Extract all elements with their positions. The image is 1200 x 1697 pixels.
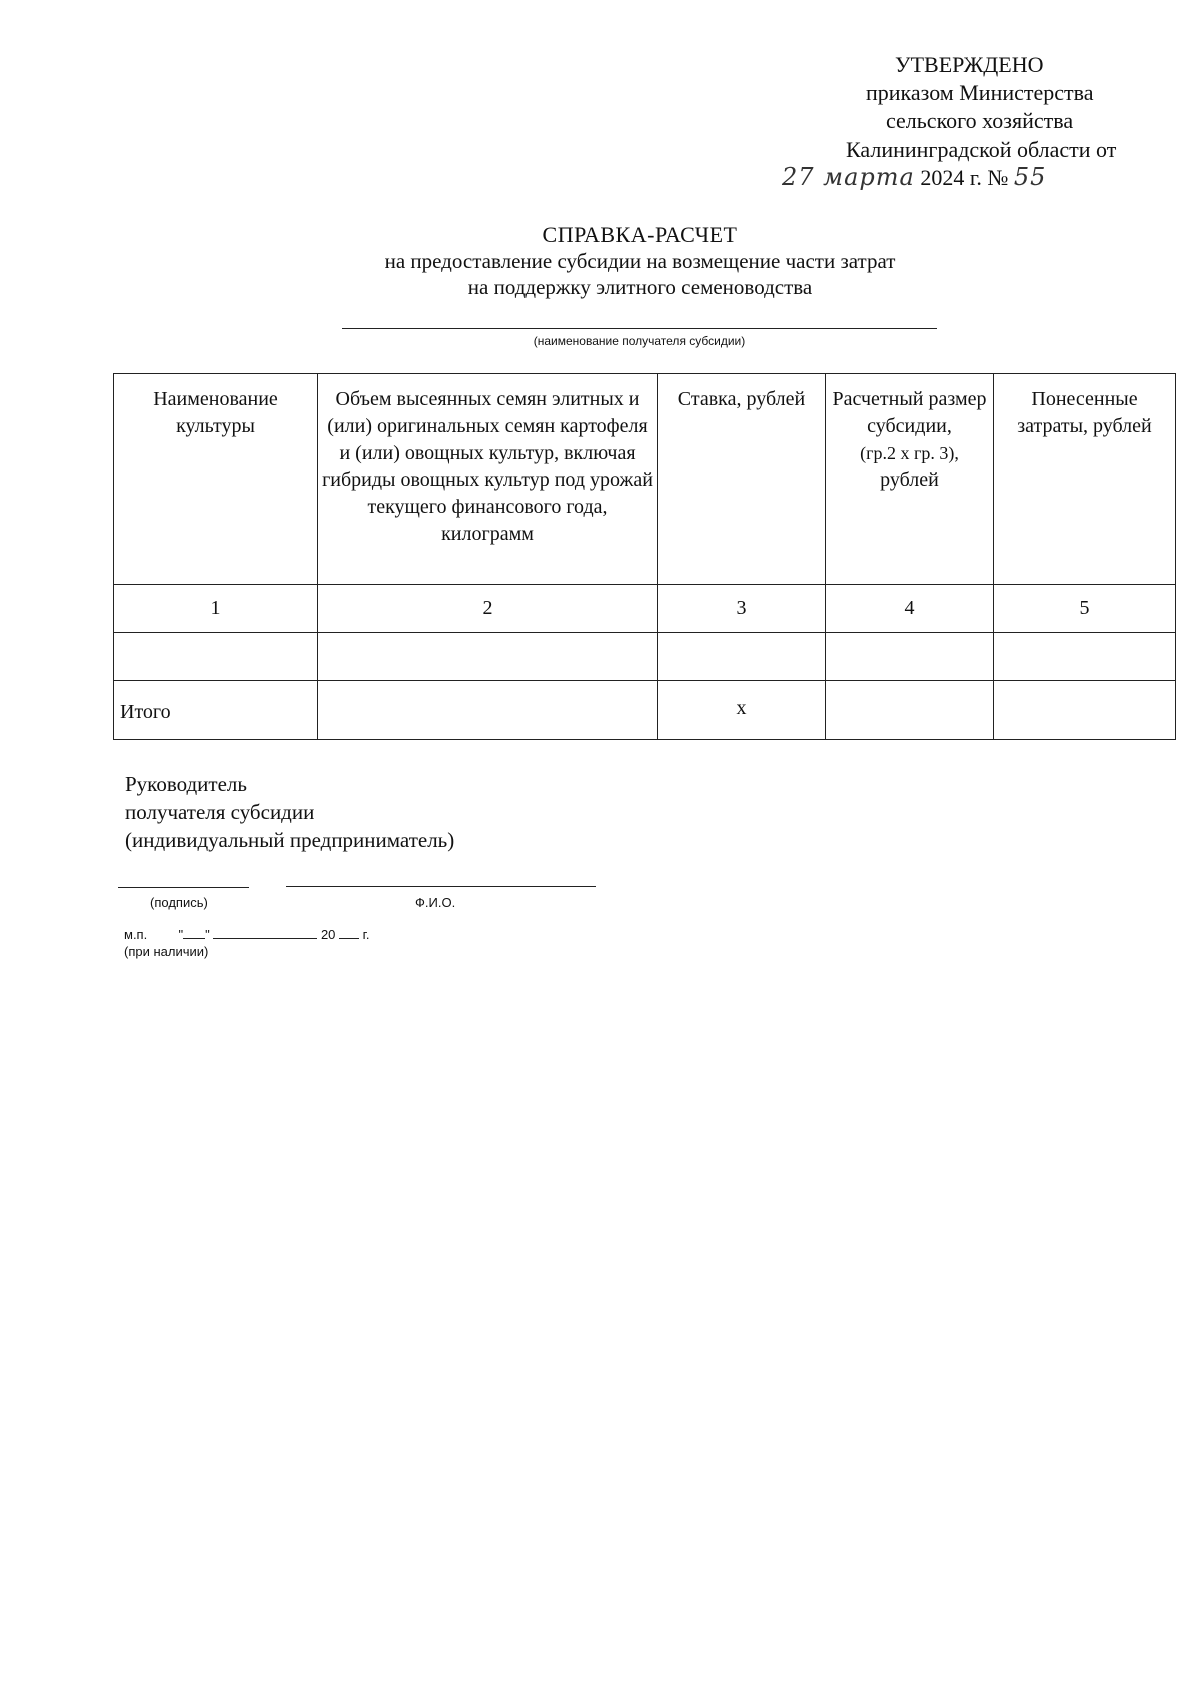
calculation-table (113, 373, 1176, 740)
table-cell (114, 633, 318, 681)
stamp-label: м.п. (124, 927, 148, 942)
day-blank (183, 926, 205, 939)
approval-ministry: сельского хозяйства (886, 108, 1074, 133)
column-number: 4 (826, 585, 994, 633)
date-open-quote: " (178, 927, 184, 942)
document-title (300, 222, 980, 300)
title-subline-2: на поддержку элитного семеноводства (467, 275, 813, 299)
year-prefix: 20 (320, 927, 336, 942)
table-total-row (114, 681, 1176, 740)
table-row (114, 585, 1176, 633)
column-number: 1 (114, 585, 318, 633)
header-subsidy-unit: рублей (880, 469, 939, 491)
table-cell (658, 633, 826, 681)
column-number: 2 (318, 585, 658, 633)
full-name-caption: Ф.И.О. (415, 895, 456, 910)
approval-year: 2024 г. № (920, 165, 1009, 190)
signer-role: получателя субсидии (125, 800, 315, 824)
header-seed-volume: Объем высеянных семян элитных и (или) оригинальных семян картофеля и (или) овощных культур, включая гибриды овощных культур под урожай текущего финансового года, килограмм (318, 374, 658, 585)
total-rate-mark: x (658, 681, 826, 740)
handwritten-number: 55 (1013, 163, 1047, 191)
table-cell (318, 681, 658, 740)
handwritten-date: 27 марта (782, 163, 915, 191)
signature-caption: (подпись) (150, 895, 208, 910)
signer-type: (индивидуальный предприниматель) (125, 828, 455, 852)
column-number: 5 (994, 585, 1176, 633)
signature-block (125, 770, 454, 854)
recipient-name-line (342, 328, 937, 329)
stamp-note: (при наличии) (124, 944, 209, 959)
approval-date-line (782, 164, 1046, 191)
year-blank (339, 926, 359, 939)
total-label: Итого (114, 681, 318, 740)
date-close-quote: " (205, 927, 210, 942)
approval-order: приказом Министерства (866, 80, 1094, 105)
header-costs-incurred: Понесенные затраты, рублей (994, 374, 1176, 585)
header-rate: Ставка, рублей (658, 374, 826, 585)
header-subsidy-formula: (гр.2 x гр. 3), (860, 443, 959, 463)
header-subsidy-size (826, 374, 994, 585)
full-name-line (286, 886, 596, 887)
table-cell (994, 681, 1176, 740)
title-main: СПРАВКА-РАСЧЕТ (542, 222, 738, 247)
approval-region: Калининградской области от (846, 137, 1117, 162)
column-number: 3 (658, 585, 826, 633)
stamp-date-line (124, 926, 369, 942)
table-row (114, 633, 1176, 681)
month-blank (213, 926, 317, 939)
table-cell (826, 681, 994, 740)
title-subline-1: на предоставление субсидии на возмещение части затрат (384, 249, 896, 273)
header-crop-name: Наименование культуры (114, 374, 318, 585)
signature-line (118, 887, 249, 888)
signer-title: Руководитель (125, 772, 247, 796)
header-subsidy-size-label: Расчетный размер субсидии, (832, 388, 987, 437)
table-header-row (114, 374, 1176, 585)
recipient-caption: (наименование получателя субсидии) (533, 334, 746, 348)
table-cell (994, 633, 1176, 681)
table-cell (318, 633, 658, 681)
table-cell (826, 633, 994, 681)
approval-title: УТВЕРЖДЕНО (895, 52, 1044, 77)
year-suffix: г. (362, 927, 370, 942)
